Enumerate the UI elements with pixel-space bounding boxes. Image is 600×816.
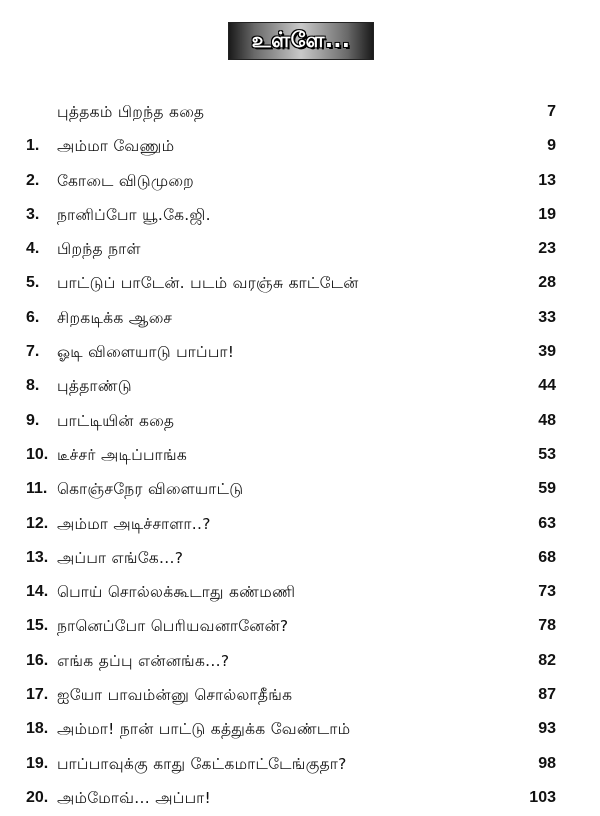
page-number: 68 xyxy=(538,548,556,566)
toc-row[interactable] xyxy=(0,645,600,679)
page-number: 63 xyxy=(538,514,556,532)
chapter-number: 14. xyxy=(26,583,49,601)
toc-row[interactable] xyxy=(0,405,600,439)
chapter-number: 10. xyxy=(26,445,49,463)
chapter-title: கோடை விடுமுறை xyxy=(57,171,194,190)
chapter-title: பாட்டுப் பாடேன். படம் வரஞ்சு காட்டேன் xyxy=(57,274,359,293)
chapter-number: 16. xyxy=(26,651,49,669)
page-number: 93 xyxy=(538,720,556,738)
toc-row[interactable] xyxy=(0,473,600,507)
page-number: 103 xyxy=(529,788,556,806)
toc-row[interactable] xyxy=(0,233,600,267)
page-number: 59 xyxy=(538,480,556,498)
chapter-title: ஐயோ பாவம்ன்னு சொல்லாதீங்க xyxy=(57,686,293,705)
chapter-title: அம்மா! நான் பாட்டு கத்துக்க வேண்டாம் xyxy=(57,720,351,739)
chapter-title: எங்க தப்பு என்னங்க...? xyxy=(57,651,230,670)
page-number: 73 xyxy=(538,583,556,601)
toc-row[interactable] xyxy=(0,96,600,130)
page-number: 82 xyxy=(538,651,556,669)
chapter-number: 3. xyxy=(26,205,40,223)
toc-row[interactable] xyxy=(0,748,600,782)
page-number: 98 xyxy=(538,754,556,772)
toc-row[interactable] xyxy=(0,508,600,542)
chapter-number: 20. xyxy=(26,788,49,806)
toc-row[interactable] xyxy=(0,439,600,473)
page-number: 44 xyxy=(538,377,556,395)
page-number: 13 xyxy=(538,171,556,189)
chapter-number: 5. xyxy=(26,274,40,292)
page-number: 87 xyxy=(538,686,556,704)
chapter-title: நானிப்போ யூ.கே.ஜி. xyxy=(57,205,211,224)
page-number: 33 xyxy=(538,308,556,326)
chapter-number: 2. xyxy=(26,171,40,189)
toc-row[interactable] xyxy=(0,130,600,164)
chapter-number: 11. xyxy=(26,480,48,498)
chapter-title: அம்மோவ்... அப்பா! xyxy=(57,788,212,807)
chapter-title: அப்பா எங்கே...? xyxy=(57,548,184,567)
chapter-title: பிறந்த நாள் xyxy=(57,240,141,259)
page-number: 7 xyxy=(547,103,556,120)
table-of-contents xyxy=(0,96,600,816)
chapter-title: அம்மா வேணும் xyxy=(57,137,175,156)
chapter-title: பொய் சொல்லக்கூடாது கண்மணி xyxy=(57,583,296,602)
toc-row[interactable] xyxy=(0,267,600,301)
toc-row[interactable] xyxy=(0,336,600,370)
toc-row[interactable] xyxy=(0,679,600,713)
chapter-number: 19. xyxy=(26,754,49,772)
chapter-number: 4. xyxy=(26,240,40,258)
page-number: 39 xyxy=(538,343,556,361)
chapter-number: 6. xyxy=(26,308,40,326)
chapter-number: 7. xyxy=(26,343,40,361)
toc-row[interactable] xyxy=(0,370,600,404)
toc-row[interactable] xyxy=(0,610,600,644)
contents-title: உள்ளே... xyxy=(251,27,351,52)
toc-row[interactable] xyxy=(0,199,600,233)
contents-banner xyxy=(228,22,374,60)
chapter-title: சிறகடிக்க ஆசை xyxy=(57,308,173,327)
page-number: 9 xyxy=(547,137,556,155)
chapter-title: பாப்பாவுக்கு காது கேட்கமாட்டேங்குதா? xyxy=(57,754,347,773)
chapter-number: 12. xyxy=(26,514,49,532)
chapter-number: 1. xyxy=(26,137,40,155)
chapter-title: புத்தகம் பிறந்த கதை xyxy=(57,103,205,121)
page-number: 53 xyxy=(538,445,556,463)
chapter-number: 15. xyxy=(26,617,49,635)
chapter-number: 9. xyxy=(26,411,40,429)
chapter-number: 13. xyxy=(26,548,49,566)
chapter-title: நானெப்போ பெரியவனானேன்? xyxy=(57,617,289,636)
toc-row[interactable] xyxy=(0,782,600,816)
toc-row[interactable] xyxy=(0,576,600,610)
chapter-number: 8. xyxy=(26,377,40,395)
chapter-title: அம்மா அடிச்சாளா..? xyxy=(57,514,211,533)
toc-row[interactable] xyxy=(0,713,600,747)
page-number: 23 xyxy=(538,240,556,258)
chapter-title: ஓடி விளையாடு பாப்பா! xyxy=(57,343,235,362)
chapter-title: பாட்டியின் கதை xyxy=(57,411,175,430)
chapter-title: புத்தாண்டு xyxy=(57,377,132,396)
toc-row[interactable] xyxy=(0,165,600,199)
chapter-title: கொஞ்சநேர விளையாட்டு xyxy=(57,480,244,499)
page-number: 78 xyxy=(538,617,556,635)
toc-row[interactable] xyxy=(0,302,600,336)
page-number: 48 xyxy=(538,411,556,429)
chapter-number: 17. xyxy=(26,686,49,704)
chapter-title: டீச்சர் அடிப்பாங்க xyxy=(57,445,188,464)
page-number: 19 xyxy=(538,205,556,223)
page-number: 28 xyxy=(538,274,556,292)
toc-row[interactable] xyxy=(0,542,600,576)
chapter-number: 18. xyxy=(26,720,49,738)
